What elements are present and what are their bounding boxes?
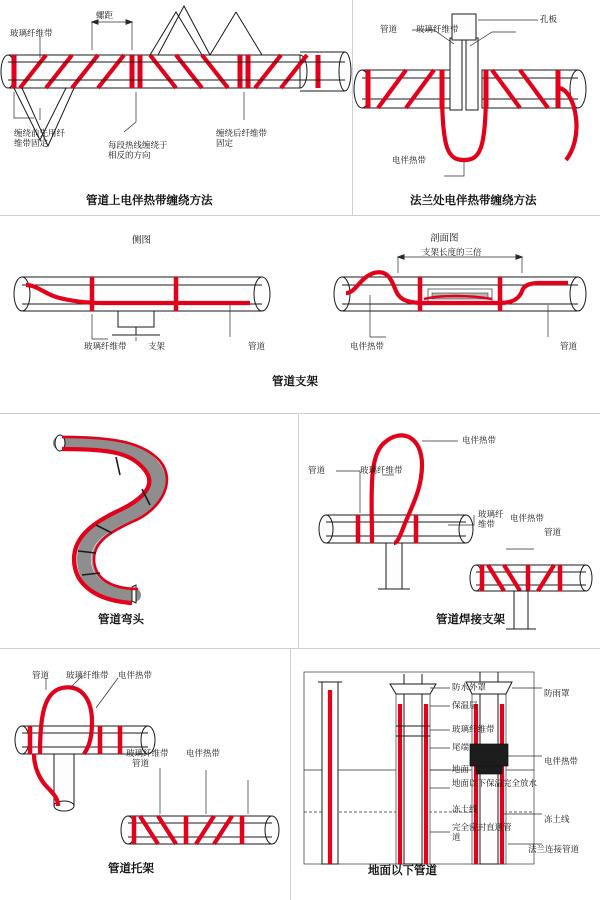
label-glass-fiber-tape-weld2: 玻璃纤维带 — [478, 509, 504, 530]
label-flange-connected-pipe: 法兰连接管道 — [528, 844, 580, 854]
label-orifice-plate: 孔板 — [540, 14, 558, 24]
label-below-ground-drain: 地面以下保温完全放水 — [452, 778, 538, 788]
label-fix-after-wrap: 缠绕后纤维带固定 — [216, 128, 268, 149]
label-pipe-support-left: 管道 — [248, 341, 266, 351]
caption-welded-support: 管道焊接支架 — [436, 614, 505, 626]
label-heating-cable-bracket: 电伴热带 — [118, 670, 153, 680]
panel-pipe-bracket — [0, 648, 290, 900]
caption-pipe-support: 管道支架 — [272, 376, 318, 388]
caption-flange-wrapping: 法兰处电伴热带缠绕方法 — [410, 195, 537, 207]
label-insulation-layer: 保温层 — [452, 700, 478, 710]
label-sealed-straight-pipe: 完全密封直通管道 — [452, 822, 512, 843]
caption-underground-pipe: 地面以下管道 — [368, 865, 437, 877]
panel-flange-wrapping — [352, 0, 600, 215]
label-three-times-support-length: 支架长度的三倍 — [422, 247, 482, 257]
label-heating-cable-underground: 电伴热带 — [544, 756, 579, 766]
label-section-view: 剖面图 — [430, 233, 459, 244]
label-pipe-support-right: 管道 — [560, 341, 578, 351]
label-frost-line-left: 冻土线 — [452, 804, 478, 814]
caption-pipe-wrapping: 管道上电伴热带缠绕方法 — [86, 195, 213, 207]
panel-underground-pipe — [290, 648, 600, 900]
label-glass-fiber-tape-underground: 玻璃纤维带 — [452, 724, 495, 734]
panel-pipe-elbow — [0, 413, 298, 648]
caption-pipe-bracket: 管道托架 — [108, 863, 154, 875]
label-waterproof-cover: 防水外罩 — [452, 682, 487, 692]
panel-pipe-wrapping — [0, 0, 352, 215]
label-glass-fiber-tape-support: 玻璃纤维带 — [84, 341, 127, 351]
label-pipe-bracket: 管道 — [32, 670, 50, 680]
label-heating-cable-bracket2: 电伴热带 — [186, 748, 221, 758]
label-side-view: 侧图 — [132, 235, 152, 246]
label-glass-fiber-tape: 玻璃纤维带 — [10, 28, 53, 38]
label-pipe-flange: 管道 — [380, 24, 398, 34]
label-glass-fiber-tape-bracket2: 玻璃纤维带 — [126, 748, 169, 758]
label-heating-cable-section: 电伴热带 — [350, 341, 385, 351]
label-frost-line-right: 冻土线 — [544, 814, 570, 824]
label-heating-cable-weld: 电伴热带 — [462, 435, 497, 445]
label-pipe-weld: 管道 — [308, 465, 326, 475]
caption-pipe-elbow: 管道弯头 — [98, 614, 144, 626]
label-wrap-opposite-direction: 每段热线缠绕于相反的方向 — [108, 140, 168, 161]
label-pipe-weld2: 管道 — [544, 527, 562, 537]
panel-welded-support — [298, 413, 600, 648]
label-fix-before-wrap: 缠绕前先用纤维带固定 — [14, 128, 66, 149]
panel-pipe-support — [0, 215, 600, 413]
label-tail-end: 尾端 — [452, 742, 470, 752]
underground-pipe-graphic — [290, 648, 600, 900]
label-heating-cable-weld2: 电伴热带 — [510, 513, 545, 523]
label-support: 支架 — [148, 341, 166, 351]
label-glass-fiber-tape-weld: 玻璃纤维带 — [360, 465, 403, 475]
label-pitch: 螺距 — [96, 10, 114, 20]
label-glass-fiber-tape-flange: 玻璃纤维带 — [416, 24, 459, 34]
label-glass-fiber-tape-bracket: 玻璃纤维带 — [66, 670, 109, 680]
label-ground: 地面 — [452, 764, 470, 774]
pipe-elbow-graphic — [0, 413, 298, 648]
label-heating-cable-flange: 电伴热带 — [392, 155, 427, 165]
label-rain-hood: 防雨罩 — [544, 688, 570, 698]
label-pipe-bracket2: 管道 — [132, 758, 150, 768]
